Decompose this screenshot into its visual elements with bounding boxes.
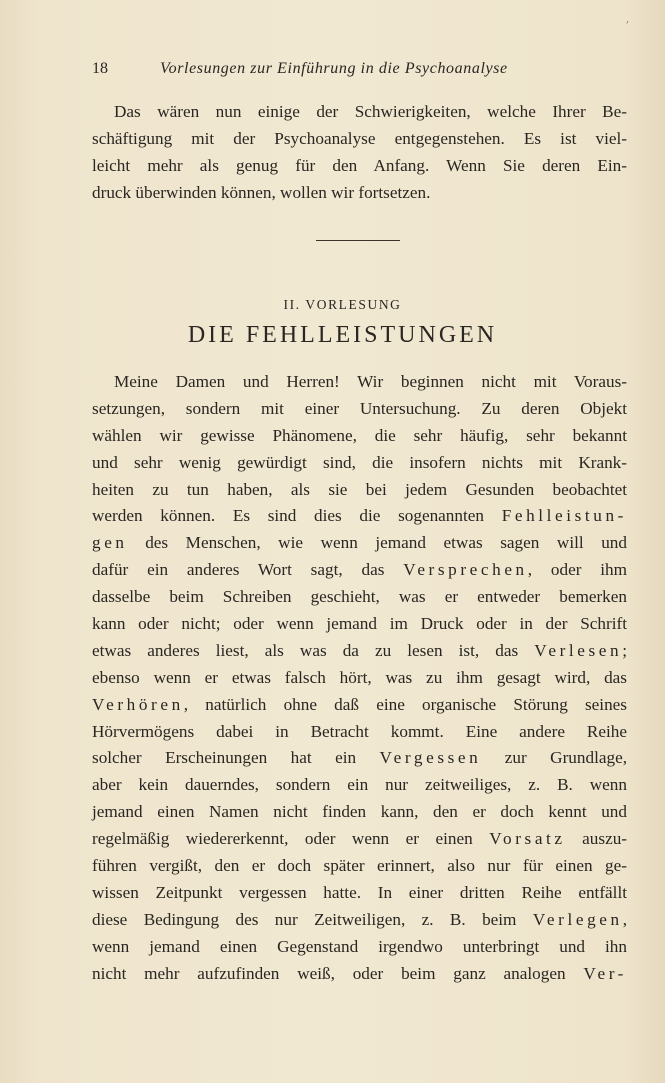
text-line: regelmäßig wiedererkennt, oder wenn er einen Vorsatz auszu-	[92, 829, 628, 849]
text-line: aber kein dauerndes, sondern ein nur zeitweiliges, z. B. wenn	[92, 775, 627, 795]
text-line: wählen wir gewisse Phänomene, die sehr häufig, sehr bekannt	[92, 425, 627, 445]
lecture-body	[92, 369, 627, 987]
text-line: setzungen, sondern mit einer Untersuchung. Zu deren Objekt	[92, 398, 627, 418]
emphasized-term: Ver-	[583, 963, 627, 983]
text-line: druck überwinden können, wollen wir fortsetzen.	[92, 182, 431, 202]
emphasized-term: Verlesen	[534, 640, 623, 660]
text-line: Hörvermögens dabei in Betracht kommt. Eine andere Reihe	[92, 721, 627, 741]
section-divider	[316, 240, 400, 241]
lecture-number: II. VORLESUNG	[283, 297, 402, 312]
emphasized-term: gen	[92, 533, 128, 553]
text-line: werden können. Es sind dies die sogenannten Fehlleistun-	[92, 506, 627, 526]
emphasized-term: Vorsatz	[489, 829, 566, 849]
text-line: Verhören, natürlich ohne daß eine organische Störung seines	[92, 694, 627, 714]
text-line: gen des Menschen, wie wenn jemand etwas sagen will und	[92, 533, 627, 553]
text-line: heiten zu tun haben, als sie bei jedem Gesunden beobachtet	[92, 479, 627, 499]
text-line: dafür ein anderes Wort sagt, das Versprechen, oder ihm	[92, 560, 627, 580]
text-line: kann oder nicht; oder wenn jemand im Druck oder in der Schrift	[92, 614, 627, 634]
text-line: wenn jemand einen Gegenstand irgendwo unterbringt und ihn	[92, 936, 627, 956]
running-head	[92, 60, 562, 82]
emphasized-term: Vergessen	[379, 748, 482, 768]
text-line: und sehr wenig gewürdigt sind, die insofern nichts mit Krank-	[92, 452, 627, 472]
emphasized-term: Fehlleistun-	[501, 506, 627, 526]
paragraph-continuation	[92, 99, 627, 207]
text-line: solcher Erscheinungen hat ein Vergessen zur Grundlage,	[92, 748, 628, 768]
text-line: diese Bedingung des nur Zeitweiligen, z. B. beim Verlegen,	[92, 909, 628, 929]
chapter-title: DIE FEHLLEISTUNGEN	[187, 322, 498, 348]
emphasized-term: Versprechen	[403, 560, 528, 580]
text-line: schäftigung mit der Psychoanalyse entgegenstehen. Es ist viel-	[92, 128, 627, 148]
text-line: ebenso wenn er etwas falsch hört, was zu ihm gesagt wird, das	[92, 667, 627, 687]
text-line: dasselbe beim Schreiben geschieht, was er entweder bemerken	[92, 587, 627, 607]
emphasized-term: Verhören	[92, 694, 184, 714]
text-line: nicht mehr aufzufinden weiß, oder beim ganz analogen Ver-	[92, 963, 627, 983]
running-title: Vorlesungen zur Einführung in die Psychoanalyse	[160, 60, 508, 77]
text-line: Das wären nun einige der Schwierigkeiten, welche Ihrer Be-	[114, 102, 627, 121]
margin-mark: ,	[626, 14, 630, 25]
text-line: jemand einen Namen nicht finden kann, den er doch kennt und	[92, 802, 627, 822]
emphasized-term: Verlegen	[532, 909, 623, 929]
text-line: führen vergißt, den er doch später erinnert, also nur für einen ge-	[92, 856, 627, 876]
text-line: wissen Zeitpunkt vergessen hatte. In einer dritten Reihe entfällt	[92, 882, 627, 902]
text-line: Meine Damen und Herren! Wir beginnen nicht mit Voraus-	[114, 372, 627, 391]
text-line: etwas anderes liest, als was da zu lesen ist, das Verlesen;	[92, 640, 628, 660]
page-number: 18	[92, 60, 108, 77]
text-line: leicht mehr als genug für den Anfang. Wenn Sie deren Ein-	[92, 155, 627, 175]
